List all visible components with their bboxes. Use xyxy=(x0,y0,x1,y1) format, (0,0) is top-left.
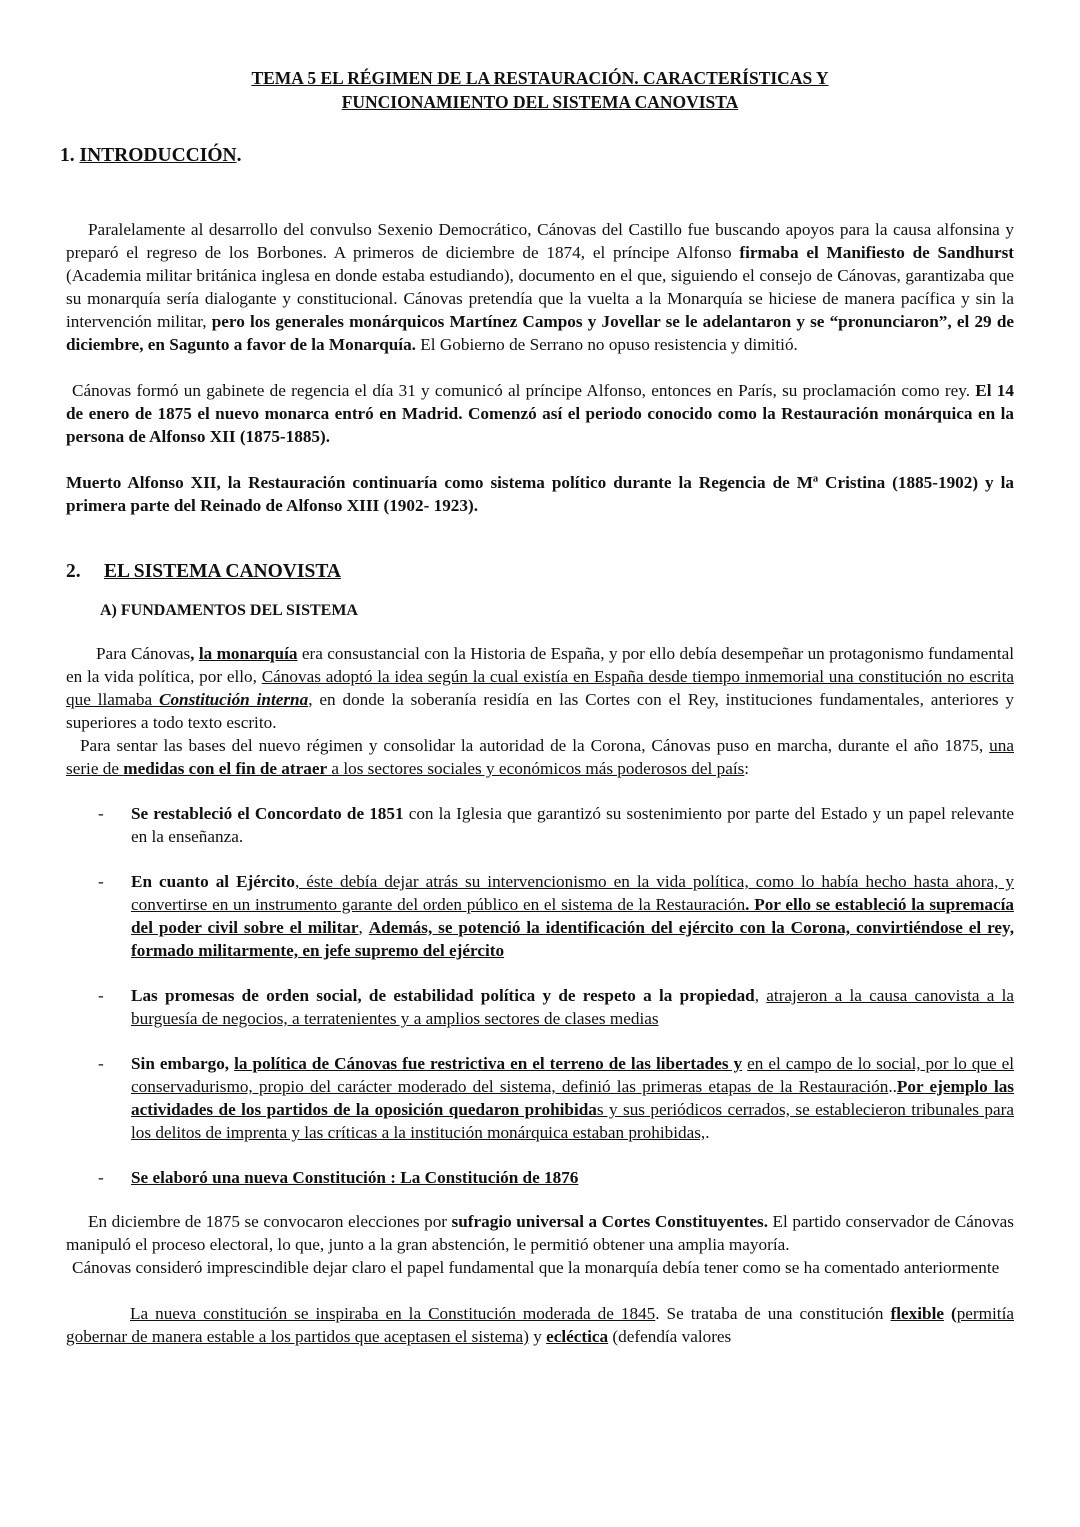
intro-paragraph-3: Muerto Alfonso XII, la Restauración continuaría como sistema político durante la Regencia de Mª Cristina (1885-1902) y la primera parte del Reinado de Alfonso XIII (1902- 1923). xyxy=(66,473,1014,515)
intro-paragraph-2: Cánovas formó un gabinete de regencia el día 31 y comunicó al príncipe Alfonso, entonces en París, su proclamación como rey. El 14 de enero de 1875 el nuevo monarca entró en Madrid. Comenzó así el periodo conocido como la Restauración monárquica en la persona de Alfonso XII (1875-1885). xyxy=(66,381,1014,446)
constitucion-paragraph-2: Cánovas consideró imprescindible dejar claro el papel fundamental que la monarquía debía tener como se ha comentado anteriormente xyxy=(72,1258,1000,1277)
section-1-heading: 1. INTRODUCCIÓN. xyxy=(60,145,242,166)
fundamentos-paragraph-2: Para sentar las bases del nuevo régimen y consolidar la autoridad de la Corona, Cánovas puso en marcha, durante el año 1875, una serie de medidas con el fin de atraer a los sectores sociales y económicos más poderosos del país: xyxy=(66,736,1014,778)
document-page xyxy=(60,66,1015,1348)
document-title xyxy=(66,66,1014,114)
list-item-ejercito: - En cuanto al Ejército, éste debía dejar atrás su intervencionismo en la vida política, como lo había hecho hasta ahora, y convertirse en un instrumento garante del orden público en el sistema de la Restauración. Por ello se estableció la supremacía del poder civil sobre el militar, Además, se potenció la identificación del ejército con la Corona, convirtiéndose el rey, formado militarmente, en jefe supremo del ejército xyxy=(98,872,1014,960)
measures-list xyxy=(66,802,1014,1189)
title-line-1: TEMA 5 EL RÉGIMEN DE LA RESTAURACIÓN. CARACTERÍSTICAS Y xyxy=(251,68,829,88)
section-2-heading: 2. EL SISTEMA CANOVISTA xyxy=(66,561,341,582)
list-item-concordato: - Se restableció el Concordato de 1851 con la Iglesia que garantizó su sostenimiento por parte del Estado y un papel relevante en la enseñanza. xyxy=(98,804,1014,846)
list-item-orden-social: - Las promesas de orden social, de estabilidad política y de respeto a la propiedad, atrajeron a la causa canovista a la burguesía de negocios, a terratenientes y a amplios sectores de clases medias xyxy=(98,986,1014,1028)
list-item-libertades: - Sin embargo, la política de Cánovas fue restrictiva en el terreno de las libertades y en el campo de lo social, por lo que el conservadurismo, propio del carácter moderado del sistema, definió las primeras etapas de la Restauración..Por ejemplo las actividades de los partidos de la oposición quedaron prohibidas y sus periódicos cerrados, se establecieron tribunales para los delitos de imprenta y las críticas a la institución monárquica estaban prohibidas,. xyxy=(98,1054,1015,1142)
intro-paragraph-1: Paralelamente al desarrollo del convulso Sexenio Democrático, Cánovas del Castillo fue buscando apoyos para la causa alfonsina y preparó el regreso de los Borbones. A primeros de diciembre de 1874, el príncipe Alfonso firmaba el Manifiesto de Sandhurst (Academia militar británica inglesa en donde estaba estudiando), documento en el que, siguiendo el consejo de Cánovas, garantizaba que su monarquía sería dialogante y constitucional. Cánovas pretendía que la vuelta a la Monarquía se hiciese de manera pacífica y sin la intervención militar, pero los generales monárquicos Martínez Campos y Jovellar se le adelantaron y se “pronunciaron”, el 29 de diciembre, en Sagunto a favor de la Monarquía. El Gobierno de Serrano no opuso resistencia y dimitió. xyxy=(66,220,1015,354)
constitucion-paragraph-1: En diciembre de 1875 se convocaron elecciones por sufragio universal a Cortes Constituyentes. El partido conservador de Cánovas manipuló el proceso electoral, lo que, junto a la gran abstención, le permitió obtener una amplia mayoría. xyxy=(66,1212,1014,1254)
title-line-2: FUNCIONAMIENTO DEL SISTEMA CANOVISTA xyxy=(341,92,739,112)
subsection-a-heading: A) FUNDAMENTOS DEL SISTEMA xyxy=(100,602,358,619)
constitucion-paragraph-3: La nueva constitución se inspiraba en la Constitución moderada de 1845. Se trataba de una constitución flexible (permitía gobernar de manera estable a los partidos que aceptasen el sistema) y ecléctica (defendía valores xyxy=(66,1304,1014,1346)
list-item-constitucion: - Se elaboró una nueva Constitución : La Constitución de 1876 xyxy=(98,1168,579,1187)
fundamentos-paragraph-1: Para Cánovas, la monarquía era consustancial con la Historia de España, y por ello debía desempeñar un protagonismo fundamental en la vida política, por ello, Cánovas adoptó la idea según la cual existía en España desde tiempo inmemorial una constitución no escrita que llamaba Constitución interna, en donde la soberanía residía en las Cortes con el Rey, instituciones fundamentales, anteriores y superiores a todo texto escrito. xyxy=(66,644,1015,732)
